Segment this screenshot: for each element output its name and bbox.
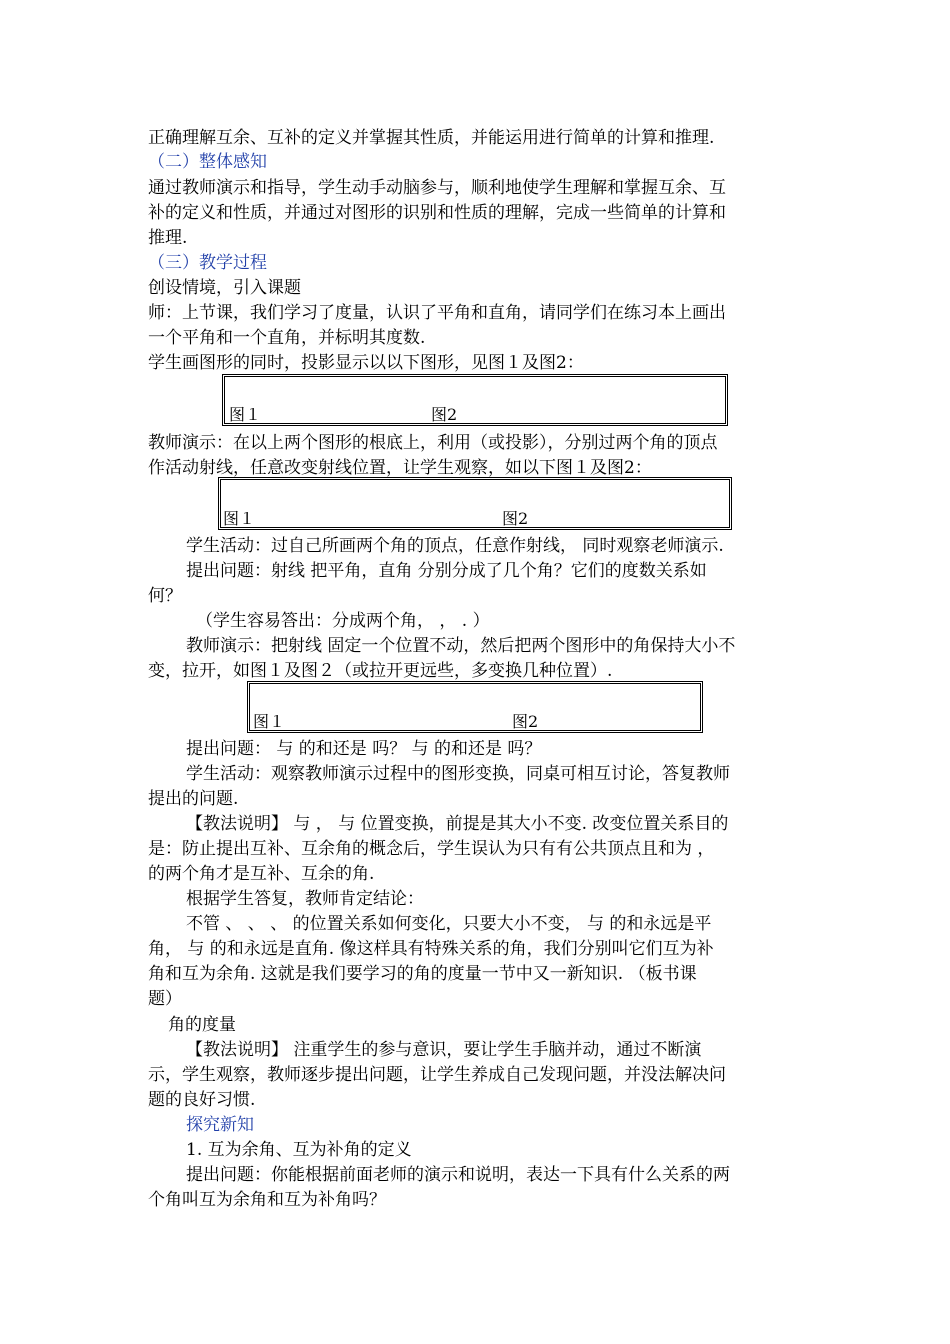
paragraph-line: （学生容易答出：分成两个角， ， . ） <box>196 611 490 631</box>
paragraph-line: 学生活动：过自己所画两个角的顶点，任意作射线， 同时观察老师演示. <box>186 536 724 556</box>
paragraph-line: 作活动射线，任意改变射线位置，让学生观察，如以下图１及图2： <box>148 458 652 478</box>
paragraph-line: 个角叫互为余角和互为补角吗？ <box>148 1190 386 1210</box>
paragraph-line: 补的定义和性质，并通过对图形的识别和性质的理解，完成一些简单的计算和 <box>148 203 726 223</box>
figure-box-2 <box>218 477 732 530</box>
figure-label: 图１ <box>253 712 286 731</box>
paragraph-line: 角， 与 的和永远是直角. 像这样具有特殊关系的角，我们分别叫它们互为补 <box>148 939 714 959</box>
paragraph-line: 何？ <box>148 586 182 606</box>
figure-box-1 <box>222 374 728 426</box>
board-title: 角的度量 <box>168 1015 236 1035</box>
paragraph-line: 教师演示：把射线 固定一个位置不动，然后把两个图形中的角保持大小不 <box>186 636 736 656</box>
heading-teaching-process: （三）教学过程 <box>148 253 267 273</box>
paragraph-line: 变，拉开，如图１及图２（或拉开更远些，多变换几种位置）. <box>148 661 613 681</box>
heading-overall-perception: （二）整体感知 <box>148 152 267 172</box>
paragraph-line: 角和互为余角. 这就是我们要学习的角的度量一节中又一新知识. （板书课 <box>148 964 697 984</box>
figure-label: 图2 <box>431 405 458 424</box>
paragraph-line: 示，学生观察，教师逐步提出问题，让学生养成自己发现问题，并没法解决问 <box>148 1065 726 1085</box>
paragraph-line: 【教法说明】 注重学生的参与意识，要让学生手脑并动，通过不断演 <box>186 1040 702 1060</box>
paragraph-line: 创设情境，引入课题 <box>148 278 301 298</box>
paragraph-line: 学生活动：观察教师演示过程中的图形变换，同桌可相互讨论，答复教师 <box>186 764 730 784</box>
paragraph-line: 根据学生答复，教师肯定结论： <box>186 889 424 909</box>
paragraph-line: 提出的问题. <box>148 789 239 809</box>
subheading-definition: 1. 互为余角、互为补角的定义 <box>186 1140 412 1160</box>
figure-label: 图2 <box>502 509 529 528</box>
figure-label: 图１ <box>229 405 262 424</box>
paragraph-line: 【教法说明】 与 ， 与 位置变换，前提是其大小不变. 改变位置关系目的 <box>186 814 729 834</box>
paragraph-line: 不管 、 、 、 的位置关系如何变化，只要大小不变， 与 的和永远是平 <box>186 914 712 934</box>
paragraph-line: 提出问题：你能根据前面老师的演示和说明，表达一下具有什么关系的两 <box>186 1165 730 1185</box>
paragraph-line: 提出问题：射线 把平角，直角 分别分成了几个角？它们的度数关系如 <box>186 561 707 581</box>
paragraph-line: 一个平角和一个直角，并标明其度数. <box>148 328 426 348</box>
figure-box-3 <box>247 681 703 733</box>
paragraph-line: 师：上节课，我们学习了度量，认识了平角和直角，请同学们在练习本上画出 <box>148 303 726 323</box>
figure-label: 图１ <box>223 509 256 528</box>
paragraph-line: 推理. <box>148 228 188 248</box>
paragraph-line: 教师演示：在以上两个图形的根底上，利用（或投影），分别过两个角的顶点 <box>148 433 718 453</box>
figure-label: 图2 <box>512 712 539 731</box>
paragraph-line: 通过教师演示和指导，学生动手动脑参与，顺利地使学生理解和掌握互余、互 <box>148 178 726 198</box>
paragraph-line: 题） <box>148 989 182 1009</box>
paragraph-line: 学生画图形的同时，投影显示以以下图形，见图１及图2： <box>148 353 584 373</box>
paragraph-line: 提出问题： 与 的和还是 吗？ 与 的和还是 吗？ <box>186 739 542 759</box>
heading-explore-new-knowledge: 探究新知 <box>186 1115 254 1135</box>
paragraph-line: 题的良好习惯. <box>148 1090 256 1110</box>
paragraph-line: 的两个角才是互补、互余的角. <box>148 864 375 884</box>
objective-text: 正确理解互余、互补的定义并掌握其性质，并能运用进行简单的计算和推理. <box>148 128 715 148</box>
paragraph-line: 是：防止提出互补、互余角的概念后，学生误认为只有有公共顶点且和为 ， <box>148 839 715 859</box>
